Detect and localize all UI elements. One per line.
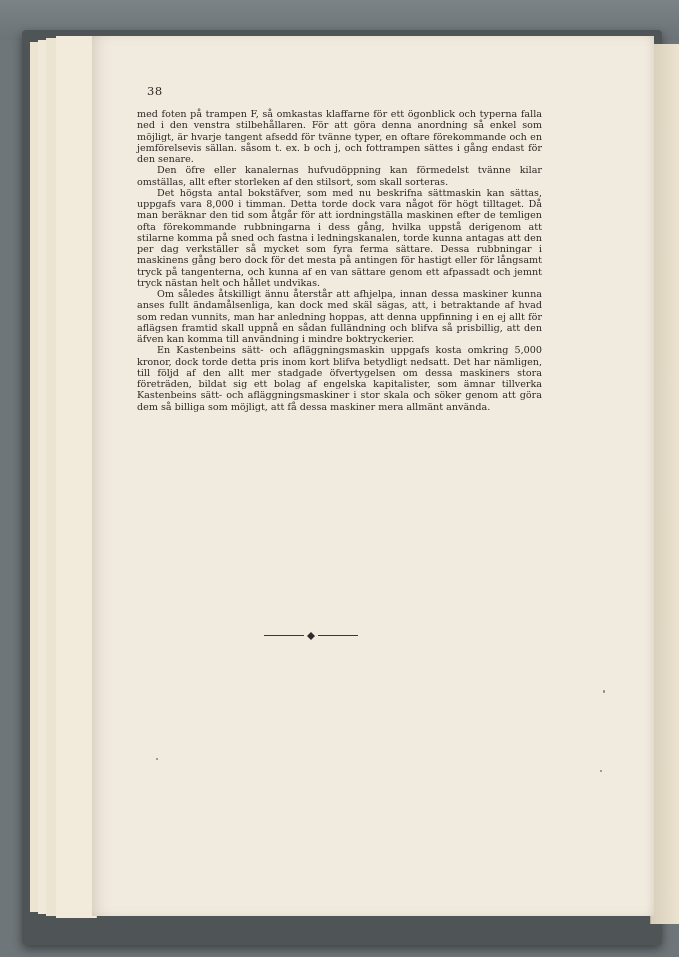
ornamental-divider xyxy=(264,631,358,641)
paper-speck xyxy=(600,770,602,772)
paragraph: Om således åtskilligt ännu återstår att afhjelpa, innan dessa maskiner kunna anses fullt ändamålsenliga, kan dock med skäl sägas, att, i betraktande af hvad som redan vunnits, man har anledning hoppas, att denna uppfinning i en ej allt för aflägsen framtid skall uppnå en sådan fulländning och blifva så prisbillig, att den äfven kan komma till användning i mindre boktryckerier. xyxy=(137,289,542,345)
page-number: 38 xyxy=(147,84,163,98)
divider-rule-right xyxy=(318,635,358,636)
page-stack-edge xyxy=(56,36,97,918)
facing-page-edge xyxy=(650,44,679,924)
paragraph: med foten på trampen F, så omkastas klaffarne för ett ögonblick och typerna falla ned i den venstra stilbehållaren. För att göra denna anordning så enkel som möjligt, är hvarje tangent afsedd för tvänne typer, en oftare förekommande och en jemförelsevis sällan. såsom t. ex. b och j, och fottrampen sättes i gång endast för den senare. xyxy=(137,109,542,165)
paragraph: Det högsta antal bokstäfver, som med nu beskrifna sättmaskin kan sättas, uppgafs vara 8,000 i timman. Detta torde dock vara något för högt tilltaget. Då man beräknar den tid som åtgår för att iordningställa maskinen efter de temligen ofta förekommande rubbningarna i dess gång, hvilka uppstå derigenom att stilarne komma på sned och fastna i ledningskanalen, torde kunna antagas att den per dag verkställer så mycket som fyra ferma sättare. Dessa rubbningar i maskinens gång bero dock för det mesta på antingen för hastigt eller för långsamt tryck på tangenterna, och kunna af en van sättare genom ett afpassadt och jemnt tryck nästan helt och hållet undvikas. xyxy=(137,187,542,289)
diamond-ornament-icon xyxy=(306,631,316,641)
divider-rule-left xyxy=(264,635,304,636)
body-text xyxy=(137,109,542,413)
paragraph: En Kastenbeins sätt- och afläggningsmaskin uppgafs kosta omkring 5,000 kronor, dock torde detta pris inom kort blifva betydligt nedsatt. Det har nämligen, till följd af den allt mer stadgade öfvertygelsen om dessa maskiners stora företräden, bildat sig ett bolag af engelska kapitalister, som ämnar tillverka Kastenbeins sätt- och afläggningsmaskiner i stor skala och söker genom att göra dem så billiga som möjligt, att få dessa maskiner mera allmänt använda. xyxy=(137,345,542,413)
paper-speck xyxy=(603,690,605,693)
paragraph: Den öfre eller kanalernas hufvudöppning kan förmedelst tvänne kilar omställas, allt efter storleken af den stilsort, som skall sorteras. xyxy=(137,165,542,188)
paper-speck xyxy=(156,758,158,760)
